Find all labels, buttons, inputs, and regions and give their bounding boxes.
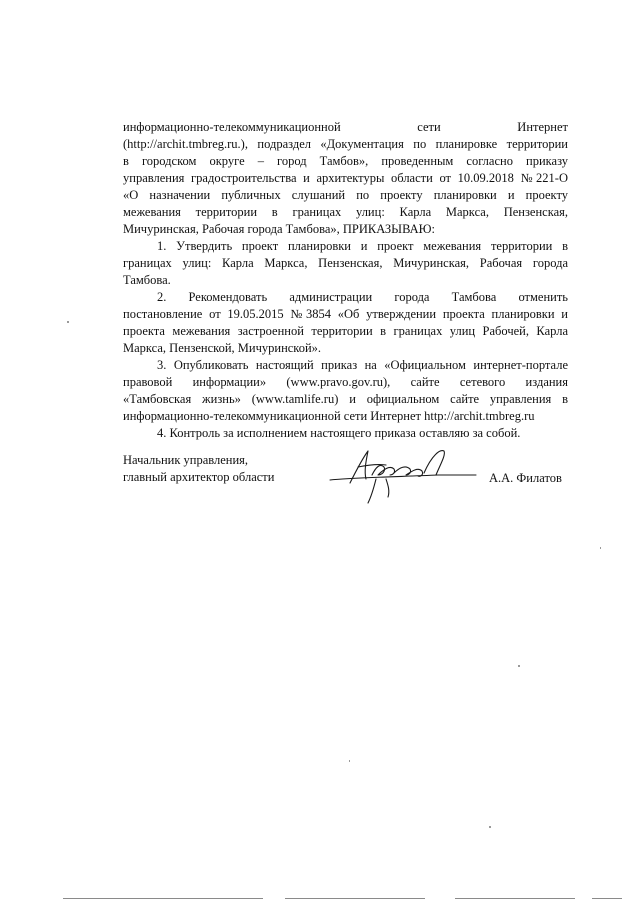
order-item-1 xyxy=(123,238,568,289)
intro-line: межевания территории в границах улиц: Карла Маркса, Пензенская, xyxy=(123,205,568,219)
item-line: 2. Рекомендовать администрации города Тамбова отменить xyxy=(157,290,568,304)
signatory-name: А.А. Филатов xyxy=(489,471,562,485)
intro-line: в городском округе – город Тамбов», проведенным согласно приказу xyxy=(123,154,568,168)
scan-edge-line xyxy=(592,898,622,899)
item-line: информационно-телекоммуникационной сети Интернет http://archit.tmbreg.ru xyxy=(123,409,535,423)
item-line: проекта межевания застроенной территории в границах улиц Рабочей, Карла xyxy=(123,324,568,338)
scan-speck xyxy=(600,547,601,549)
item-line: 3. Опубликовать настоящий приказ на «Официальном интернет-портале xyxy=(157,358,568,372)
intro-line: «О назначении публичных слушаний по проекту планировки и проекту xyxy=(123,188,568,202)
scan-speck xyxy=(349,760,350,762)
scan-speck xyxy=(518,665,520,667)
item-line: Тамбова. xyxy=(123,273,171,287)
position-line: главный архитектор области xyxy=(123,470,275,484)
intro-paragraph xyxy=(123,119,568,238)
scan-speck xyxy=(67,321,69,323)
scan-edge-line xyxy=(63,898,263,899)
scan-edge-line xyxy=(455,898,575,899)
item-line: постановление от 19.05.2015 №3854 «Об утверждении проекта планировки и xyxy=(123,307,568,321)
item-line: «Тамбовская жизнь» (www.tamlife.ru) и официальном сайте управления в xyxy=(123,392,568,406)
intro-line: управления градостроительства и архитектуры области от 10.09.2018 №221-О xyxy=(123,171,568,185)
intro-line: информационно-телекоммуникационной сети Интернет xyxy=(123,120,568,134)
order-item-2 xyxy=(123,289,568,357)
order-item-4 xyxy=(123,425,568,442)
signatory-position xyxy=(123,452,274,486)
intro-line: Мичуринская, Рабочая города Тамбова», ПРИКАЗЫВАЮ: xyxy=(123,222,435,236)
item-line: границах улиц: Карла Маркса, Пензенская, Мичуринская, Рабочая города xyxy=(123,256,568,270)
item-line: Маркса, Пензенской, Мичуринской». xyxy=(123,341,322,355)
scan-edge-line xyxy=(285,898,425,899)
item-line: 1. Утвердить проект планировки и проект межевания территории в xyxy=(157,239,568,253)
handwritten-signature xyxy=(328,445,478,505)
scan-speck xyxy=(489,826,491,828)
item-line: 4. Контроль за исполнением настоящего приказа оставляю за собой. xyxy=(157,426,521,440)
order-item-3 xyxy=(123,357,568,425)
intro-line: (http://archit.tmbreg.ru.), подраздел «Документация по планировке территории xyxy=(123,137,568,151)
position-line: Начальник управления, xyxy=(123,453,249,467)
item-line: правовой информации» (www.pravo.gov.ru), сайте сетевого издания xyxy=(123,375,568,389)
